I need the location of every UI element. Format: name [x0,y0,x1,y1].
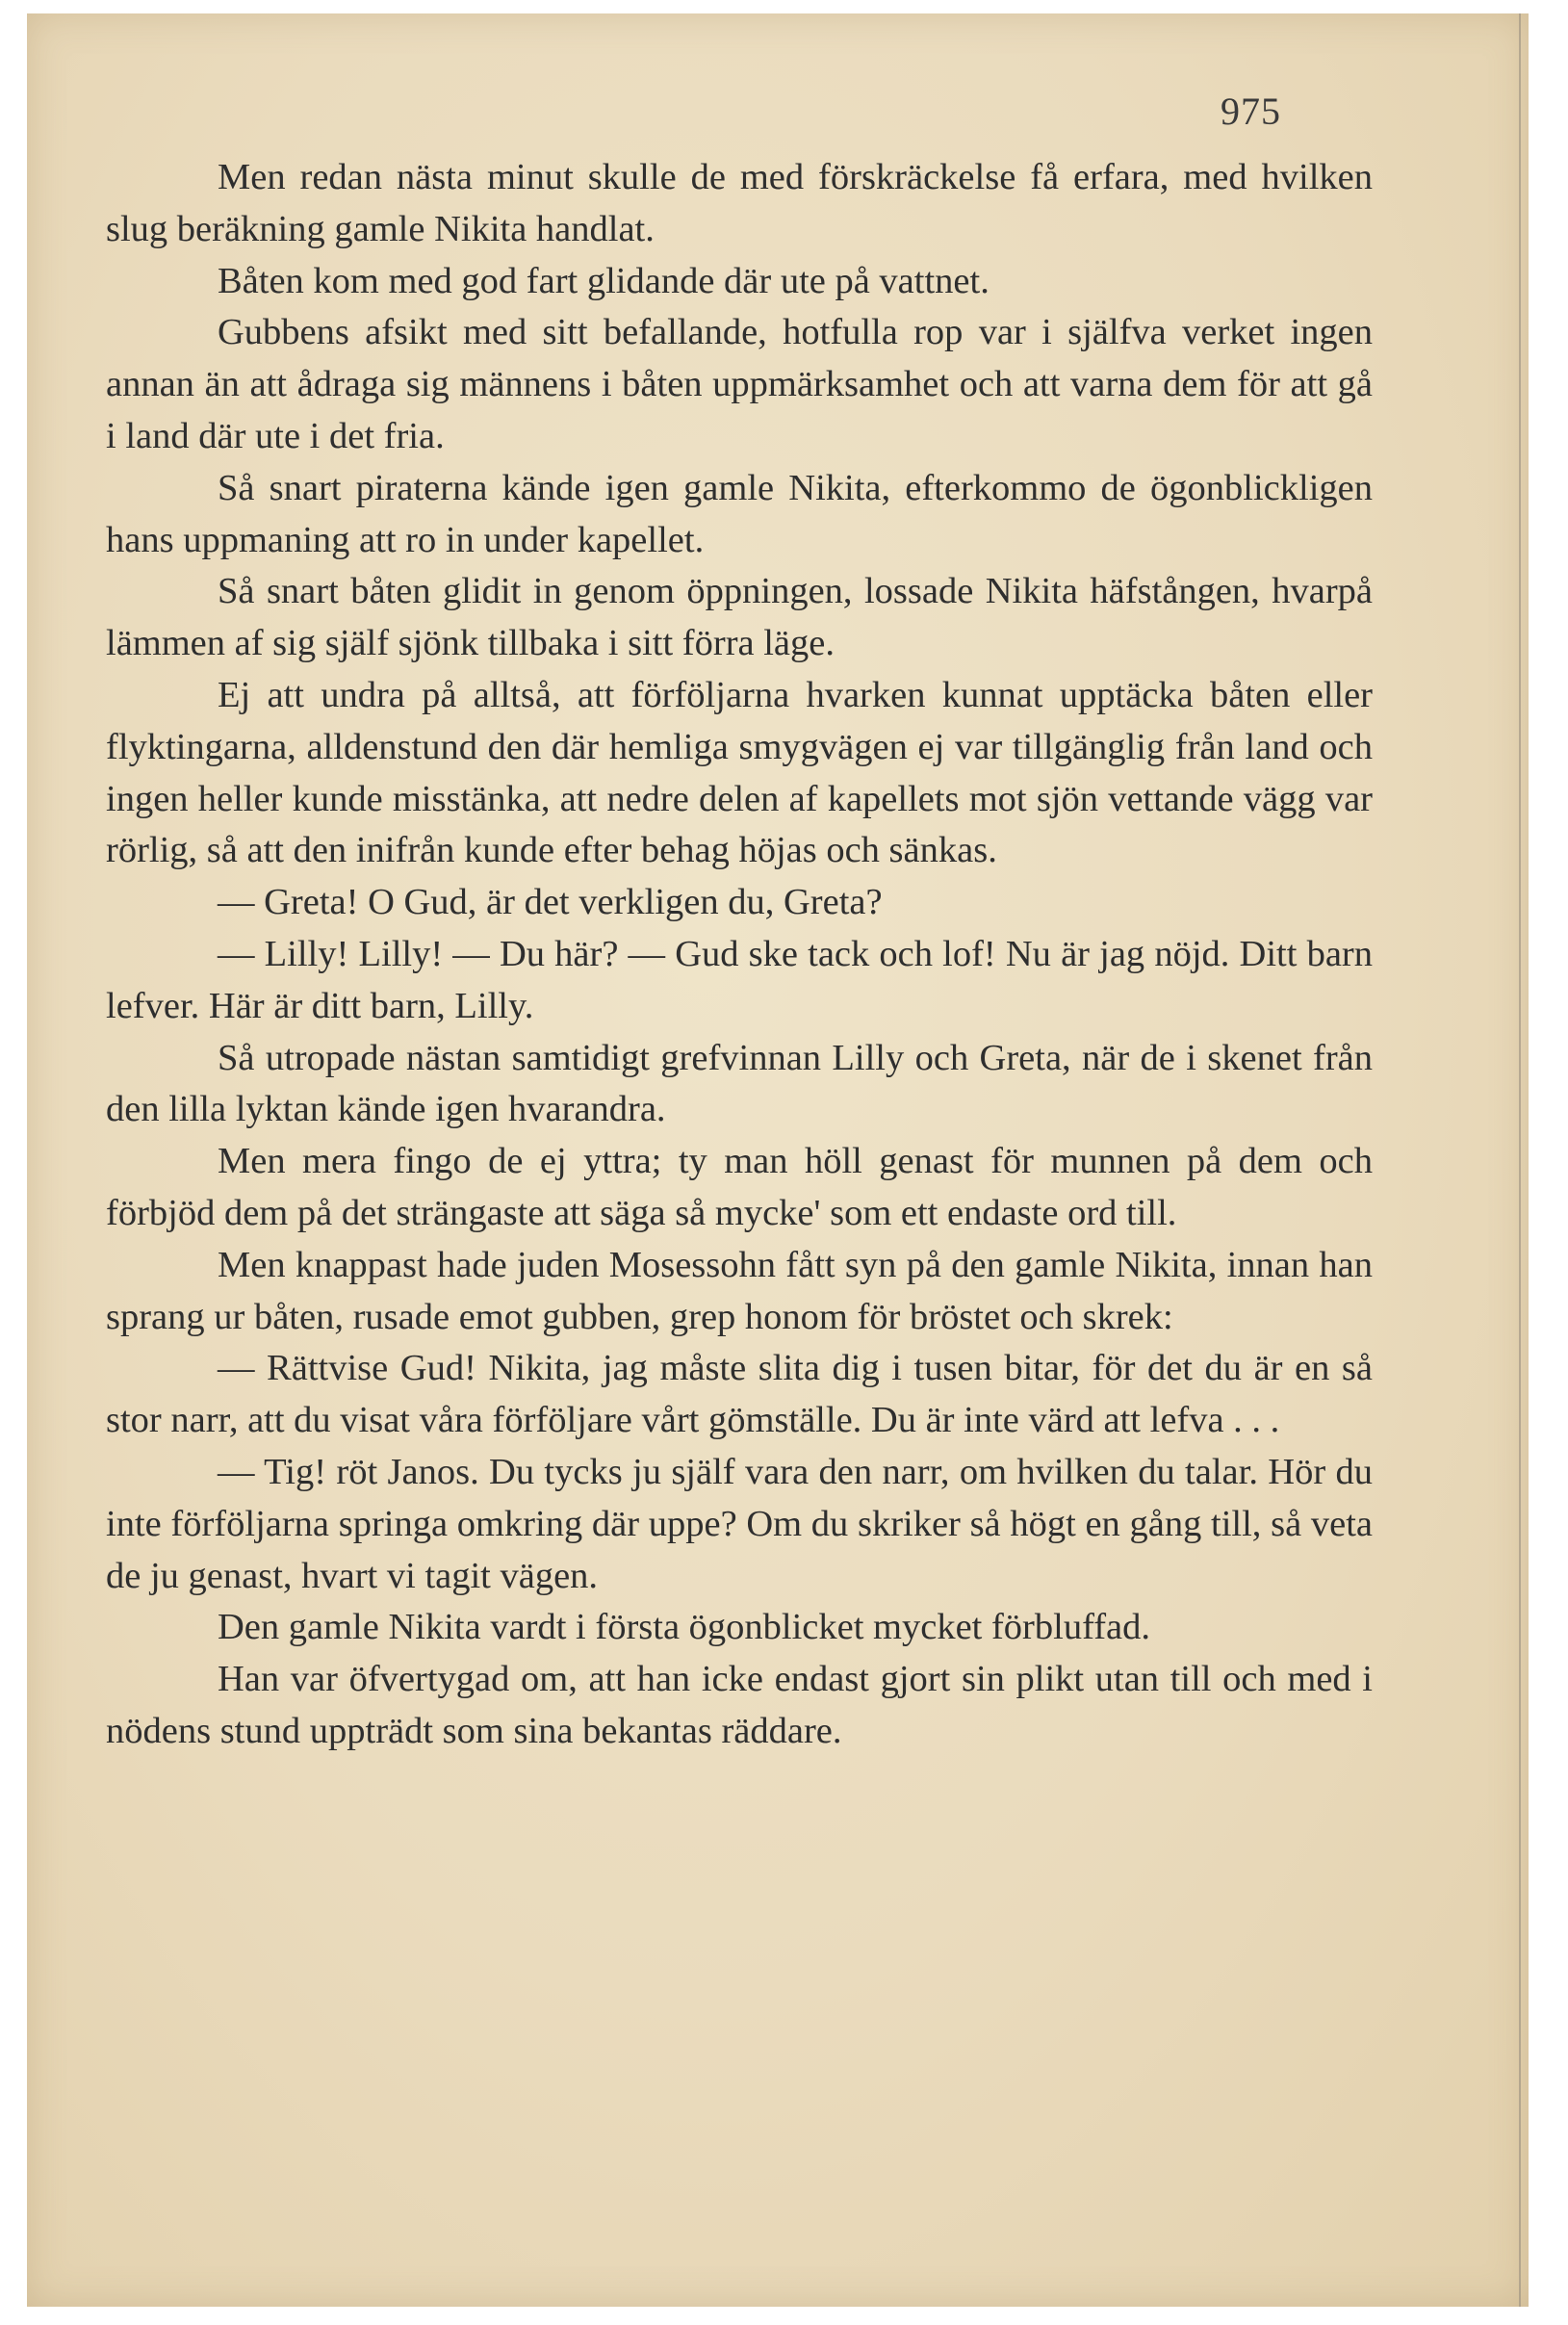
paragraph: Han var öfvertygad om, att han icke endast gjort sin plikt utan till och med i nödens stund uppträdt som sina bekantas räddare. [106,1659,1373,1751]
dialogue-line: — Greta! O Gud, är det verkligen du, Greta? [218,882,883,923]
paragraph: Så utropade nästan samtidigt grefvinnan Lilly och Greta, när de i skenet från den lilla lyktan kände igen hvarandra. [106,1037,1373,1130]
page-edge [1519,13,1521,2307]
paragraph: Men knappast hade juden Mosessohn fått syn på den gamle Nikita, innan han sprang ur båten, rusade emot gubben, grep honom för bröstet och skrek: [106,1244,1373,1337]
dialogue-line: — Tig! röt Janos. Du tycks ju själf vara den narr, om hvilken du talar. Hör du inte förföljarna springa omkring där uppe? Om du skriker så högt en gång till, så veta de ju genast, hvart vi tagit vägen. [106,1451,1373,1596]
paragraph: Båten kom med god fart glidande där ute på vattnet. [218,260,990,301]
dialogue-line: — Lilly! Lilly! — Du här? — Gud ske tack och lof! Nu är jag nöjd. Ditt barn lefver. Här är ditt barn, Lilly. [106,933,1373,1026]
paragraph: Men mera fingo de ej yttra; ty man höll genast för munnen på dem och förbjöd dem på det strängaste att säga så mycke' som ett endaste ord till. [106,1141,1373,1233]
body-text [106,152,1373,1758]
paragraph: Så snart piraterna kände igen gamle Nikita, efterkommo de ögonblickligen hans uppmaning att ro in under kapellet. [106,467,1373,560]
paragraph: Men redan nästa minut skulle de med förskräckelse få erfara, med hvilken slug beräkning gamle Nikita handlat. [106,157,1373,249]
paragraph: Ej att undra på alltså, att förföljarna hvarken kunnat upptäcka båten eller flyktingarna, alldenstund den där hemliga smygvägen ej var tillgänglig från land och ingen heller kunde misstänka, att nedre delen af kapellets mot sjön vettande vägg var rörlig, så att den inifrån kunde efter behag höjas och sänkas. [106,674,1373,871]
paragraph: Gubbens afsikt med sitt befallande, hotfulla rop var i själfva verket ingen annan än att ådraga sig männens i båten uppmärksamhet och att varna dem för att gå i land där ute i det fria. [106,312,1373,456]
page-number: 975 [1221,90,1281,133]
paragraph: Den gamle Nikita vardt i första ögonblicket mycket förbluffad. [218,1607,1150,1648]
dialogue-line: — Rättvise Gud! Nikita, jag måste slita dig i tusen bitar, för det du är en så stor narr, att du visat våra förföljare vårt gömställe. Du är inte värd att lefva . . . [106,1348,1373,1441]
paragraph: Så snart båten glidit in genom öppningen, lossade Nikita häfstången, hvarpå lämmen af sig själf sjönk tillbaka i sitt förra läge. [106,571,1373,664]
